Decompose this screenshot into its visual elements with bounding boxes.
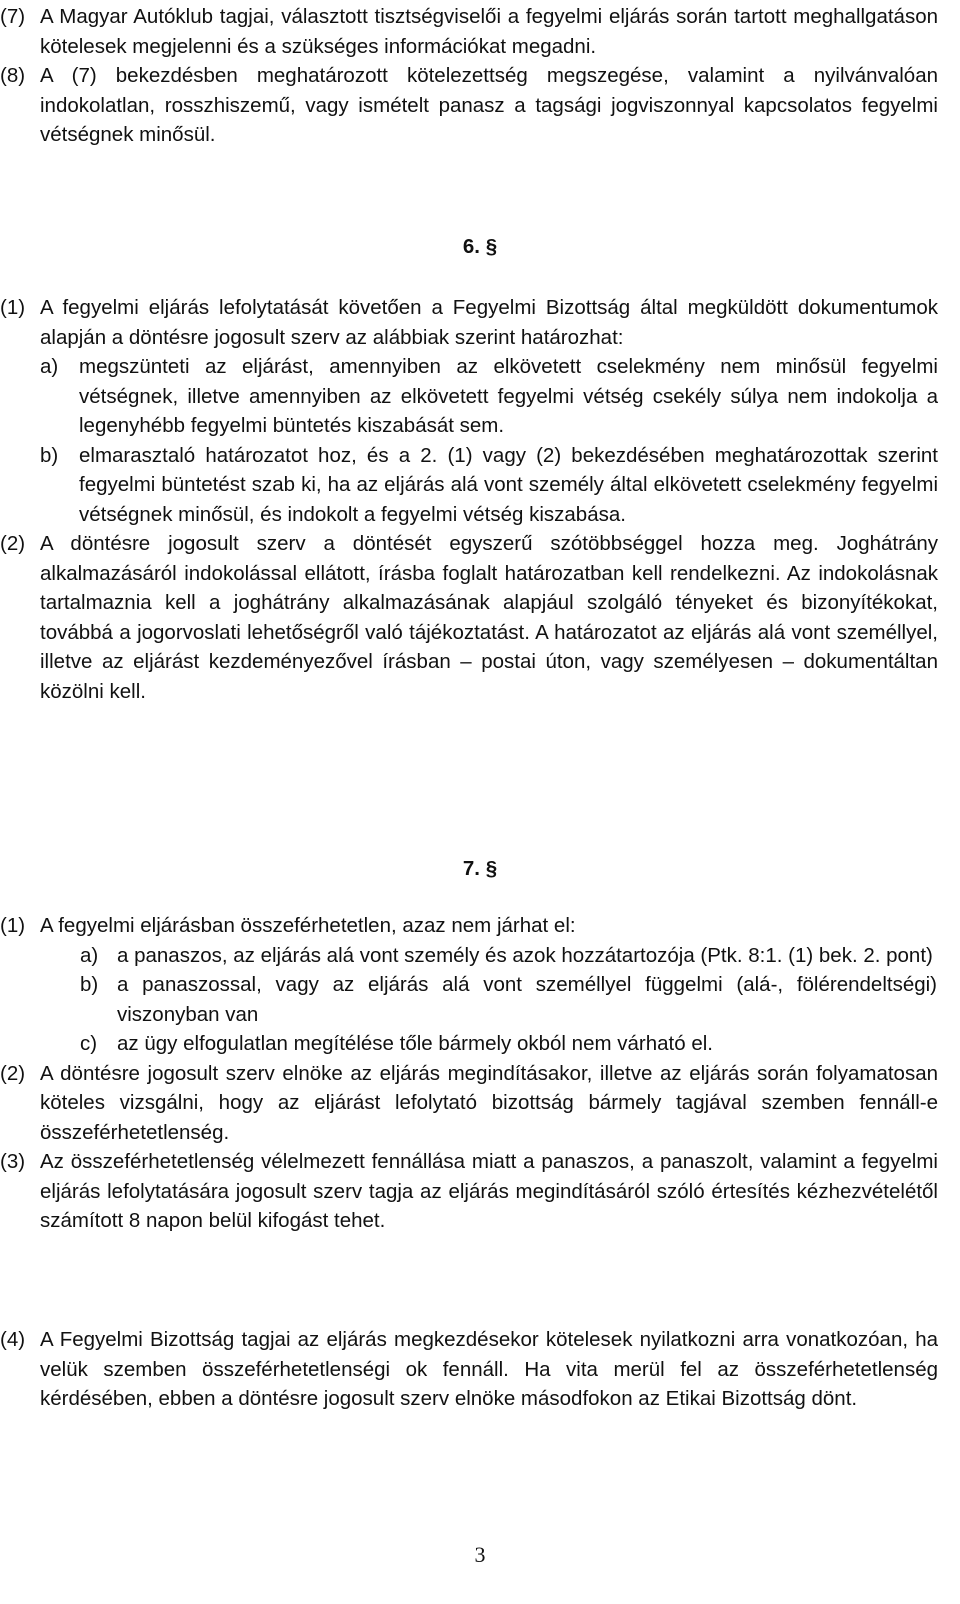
paragraph-text: A Fegyelmi Bizottság tagjai az eljárás megkezdésekor kötelesek nyilatkozni arra vonatkozóan, ha velük szemben összeférhetetlenségi ok fennáll. Ha vita merül fel az összeférhetetlenség kérdésében, ebben a döntésre jogosult szerv elnöke másodfokon az Etikai Bizottság dönt.	[40, 1328, 938, 1410]
paragraph-number: (3)	[0, 1150, 26, 1173]
section-number: 7.	[462, 857, 480, 880]
section-7-paragraph-1	[0, 911, 938, 941]
section-7-paragraph-3	[0, 1147, 938, 1236]
paragraph-number: (8)	[0, 64, 26, 87]
page-number: 3	[474, 1542, 486, 1567]
section-6-paragraph-1	[0, 293, 938, 352]
section-6-item-b	[0, 441, 938, 530]
paragraph-text: A Magyar Autóklub tagjai, választott tisztségviselői a fegyelmi eljárás során tartott meghallgatáson kötelesek megjelenni és a szükséges információkat megadni.	[40, 5, 938, 58]
paragraph-number: (7)	[0, 5, 26, 28]
item-marker: a)	[80, 943, 99, 967]
item-marker: b)	[80, 973, 99, 996]
item-text: elmarasztaló határozatot hoz, és a 2. (1) vagy (2) bekezdésében meghatározottak szerint fegyelmi büntetést szab ki, ha az eljárás alá vont személy által elkövetett cselekmény fegyelmi vétségnek minősül, és indokolt a fegyelmi vétség kiszabása.	[79, 443, 938, 526]
section-7-item-c	[0, 1029, 937, 1059]
paragraph-number: (2)	[0, 1061, 26, 1085]
item-text: a panaszos, az eljárás alá vont személy és azok hozzátartozója (Ptk. 8:1. (1) bek. 2. pont)	[117, 943, 933, 967]
section-sign-icon: §	[485, 857, 498, 880]
item-marker: a)	[40, 355, 59, 378]
item-text: a panaszossal, vagy az eljárás alá vont személlyel függelmi (alá-, fölérendeltségi) viszonyban van	[117, 973, 937, 1026]
paragraph-number: (2)	[0, 532, 26, 555]
item-text: az ügy elfogulatlan megítélése tőle bármely okból nem várható el.	[117, 1032, 713, 1055]
section-6	[0, 293, 960, 706]
paragraph-number: (4)	[0, 1328, 26, 1351]
item-text: megszünteti az eljárást, amennyiben az elkövetett cselekmény nem minősül fegyelmi vétségnek, illetve amennyiben az elkövetett fegyelmi vétség csekély súlya nem indokolja a legenyhébb fegyelmi büntetés kiszabását sem.	[79, 355, 938, 437]
item-marker: b)	[40, 443, 59, 467]
section-7-paragraph-4	[0, 1325, 938, 1414]
item-marker: c)	[80, 1032, 98, 1055]
paragraph-text: A döntésre jogosult szerv elnöke az eljárás megindításakor, illetve az eljárás során folyamatosan köteles vizsgálni, hogy az eljárást lefolytató bizottság bármely tagjával szemben fennáll-e összeférhetetlenség.	[40, 1061, 938, 1144]
section-5-continuation	[0, 2, 960, 150]
section-7-item-a	[0, 941, 937, 971]
paragraph-text: A fegyelmi eljárás lefolytatását követően a Fegyelmi Bizottság által megküldött dokumentumok alapján a döntésre jogosult szerv az alábbiak szerint határozhat:	[40, 296, 938, 349]
section-7	[0, 911, 960, 1236]
paragraph-text: Az összeférhetetlenség vélelmezett fennállása miatt a panaszos, a panaszolt, valamint a fegyelmi eljárás lefolytatására jogosult szerv tagja az eljárás megindításáról szóló értesítés kézhezvételétől számított 8 napon belül kifogást tehet.	[40, 1150, 938, 1232]
paragraph-text: A (7) bekezdésben meghatározott kötelezettség megszegése, valamint a nyilvánvalóan indokolatlan, rosszhiszemű, vagy ismételt panasz a tagsági jogviszonnyal kapcsolatos fegyelmi vétségnek minősül.	[40, 64, 938, 146]
paragraph-number: (1)	[0, 296, 26, 319]
paragraph-8	[0, 61, 938, 150]
section-number: 6.	[462, 235, 480, 258]
paragraph-text: A fegyelmi eljárásban összeférhetetlen, azaz nem járhat el:	[40, 914, 576, 937]
section-6-heading	[0, 232, 960, 262]
section-6-item-a	[0, 352, 938, 441]
section-7-paragraph-2	[0, 1059, 938, 1148]
section-6-paragraph-2	[0, 529, 938, 706]
section-7-item-b	[0, 970, 937, 1029]
section-7-tail	[0, 1325, 960, 1414]
paragraph-text: A döntésre jogosult szerv a döntését egyszerű szótöbbséggel hozza meg. Joghátrány alkalmazásáról indokolással ellátott, írásba foglalt határozatban kell rendelkezni. Az indokolásnak tartalmaznia kell a joghátrány alkalmazásának alapjául szolgáló tényeket és bizonyítékokat, továbbá a jogorvoslati lehetőségről való tájékoztatást. A határozatot az eljárás alá vont személlyel, illetve az eljárást kezdeményezővel írásban – postai úton, vagy személyesen – dokumentáltan közölni kell.	[40, 532, 938, 703]
section-sign-icon: §	[485, 235, 498, 258]
section-7-heading	[0, 854, 960, 884]
paragraph-7	[0, 2, 938, 61]
paragraph-number: (1)	[0, 914, 26, 937]
